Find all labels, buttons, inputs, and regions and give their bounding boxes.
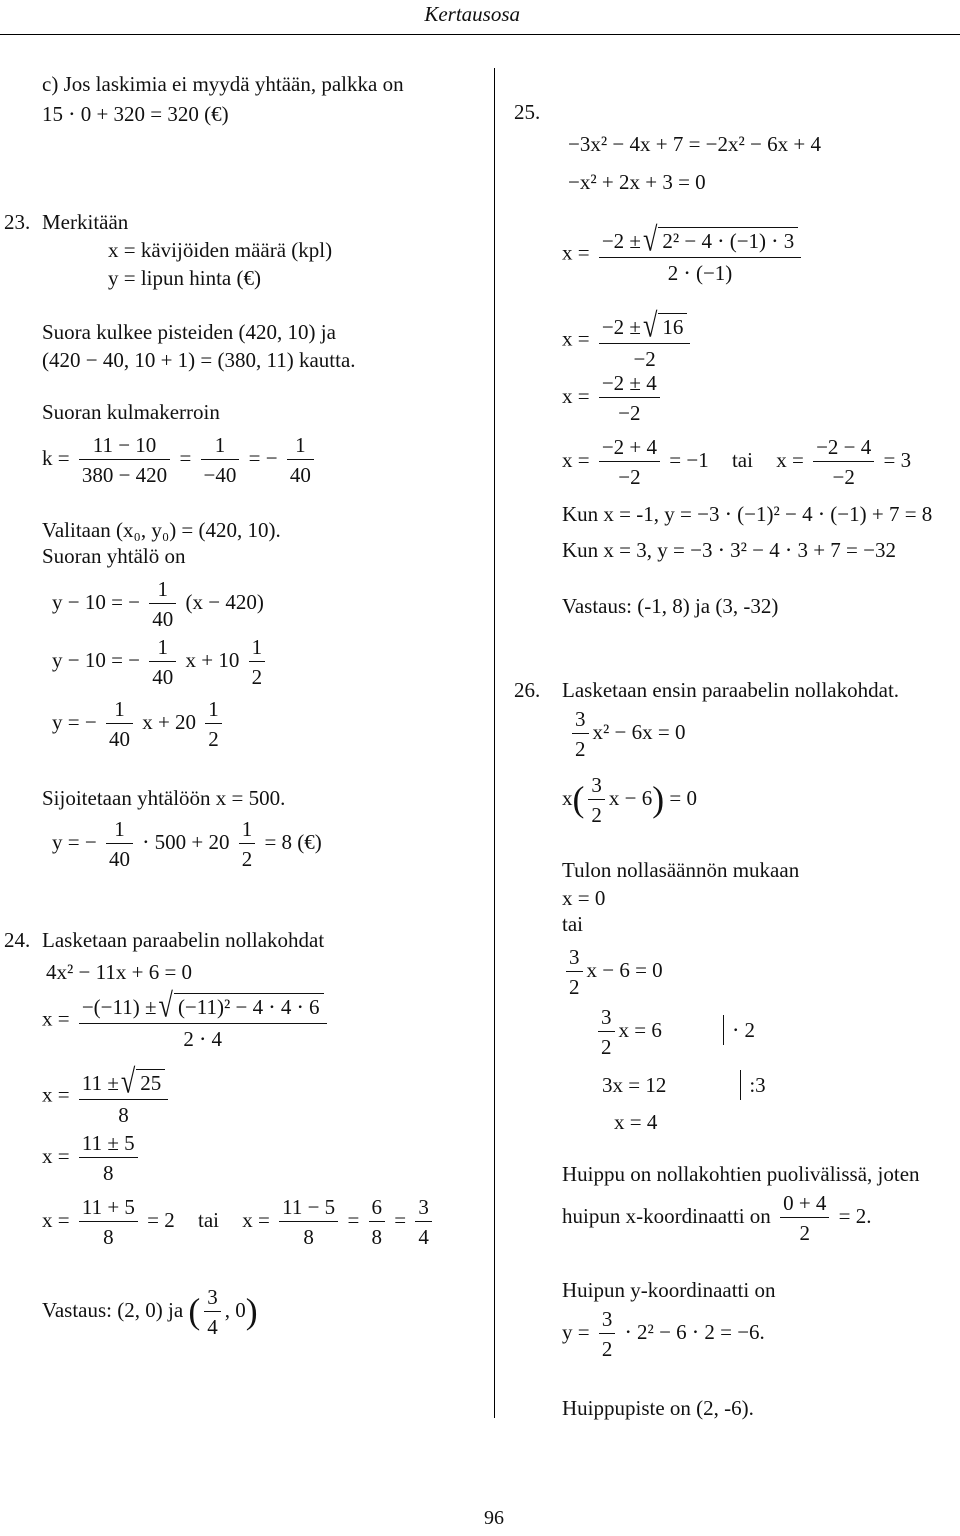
p25-kun2: Kun x = 3, y = −3 ⋅ 3² − 4 ⋅ 3 + 7 = −32 <box>562 538 896 562</box>
p23-slope-title: Suoran kulmakerroin <box>42 400 220 424</box>
p26-eq6: x = 4 <box>614 1110 658 1134</box>
p25-quad-2: x = $\frac{-2 \pm√ 16}{-2}$ <box>562 312 694 370</box>
p26-x0: x = 0 <box>562 886 606 910</box>
problem-25-number: 25. <box>514 100 541 124</box>
line-eq-1: y − 10 = − $\frac{1}{40}$ (x − 420) <box>52 577 264 632</box>
p24-quad-2: x = $\frac{11 \pm√ 25}{8}$ <box>42 1068 172 1126</box>
problem-24-number: 24. <box>4 928 31 952</box>
p25-eq1: −3x² − 4x + 7 = −2x² − 6x + 4 <box>568 132 821 156</box>
p25-eq2: −x² + 2x + 3 = 0 <box>568 170 706 194</box>
p24-quad-3: x = $\frac{11 \pm 5}{8}$ <box>42 1132 142 1184</box>
slope-fraction-1: $\frac{11 - 10}{380 - 420}$ <box>79 434 170 486</box>
p26-eq1: $\frac{3}{2}$ x² − 6x = 0 <box>568 708 685 760</box>
p26-eq4: $\frac{3}{2}$ x = 6 ⋅ 2 <box>594 1006 755 1058</box>
page-header <box>0 0 960 36</box>
subst-eq: y = − $\frac{1}{40}$ ⋅ 500 + 20 $\frac{1}{2}$ = 8 (€) <box>52 817 322 872</box>
line-eq-2: y − 10 = − $\frac{1}{40}$ x + 10 $\frac{1}{2}$ <box>52 636 269 688</box>
slope-fraction-3: $\frac{1}{40}$ <box>287 434 314 486</box>
p24-eq: 4x² − 11x + 6 = 0 <box>46 960 193 984</box>
p26-rule: Tulon nollasäännön mukaan <box>562 858 800 882</box>
p26-ycoord: Huipun y-koordinaatti on <box>562 1278 776 1302</box>
p26-vertex1: Huippu on nollakohtien puolivälissä, joten <box>562 1162 920 1186</box>
k-lhs: k = <box>42 445 70 470</box>
p26-eq2: x( $\frac{3}{2}$ x − 6) = 0 <box>562 773 697 828</box>
p24-roots: x = $\frac{11 + 5}{8}$ = 2 tai x = $\frac{11 - 5}{8}$ = $\frac{6}{8}$ = $\frac{3}{4}$ <box>42 1196 436 1248</box>
problem-26-number: 26. <box>514 678 541 702</box>
p23-def-y: y = lipun hinta (€) <box>108 266 261 290</box>
p26-apex: Huippupiste on (2, -6). <box>562 1396 754 1420</box>
column-divider <box>494 68 495 1418</box>
slope-equation: k = $\frac{11 - 10}{380 - 420}$ = $\frac{1}{-40}$ = − $\frac{1}{40}$ <box>42 434 318 486</box>
p26-eq3: $\frac{3}{2}$ x − 6 = 0 <box>562 946 663 998</box>
p25-quad-1: x = $\frac{\text{−2 ±√ 2² − 4 ⋅ (−1) ⋅ 3}}{2 \cdot (-1)}$ <box>562 226 805 284</box>
p24-intro: Lasketaan paraabelin nollakohdat <box>42 928 325 952</box>
header-rule <box>0 34 960 35</box>
problem-23-number: 23. <box>4 210 31 234</box>
p26-y-eq: y = $\frac{3}{2}$ ⋅ 2² − 6 ⋅ 2 = −6. <box>562 1307 765 1362</box>
p23-subst: Sijoitetaan yhtälöön x = 500. <box>42 786 286 810</box>
p24-quad-1: x = $\frac{\text{−(−11) ±√ (−11)² − 4 ⋅ 4 ⋅ 6}}{2 \cdot 4}$ <box>42 992 331 1050</box>
header-title: Kertausosa <box>424 2 520 26</box>
p26-eq5: 3x = 12 :3 <box>602 1070 766 1100</box>
p26-vertex2: huipun x-koordinaatti on $\frac{0 + 4}{2}$ = 2. <box>562 1191 872 1246</box>
p23-points1: Suora kulkee pisteiden (420, 10) ja <box>42 320 336 344</box>
p23-choose: Valitaan (x₀, y₀) = (420, 10). <box>42 518 281 542</box>
p23-def-x: x = kävijöiden määrä (kpl) <box>108 238 333 262</box>
p23-points2: (420 − 40, 10 + 1) = (380, 11) kautta. <box>42 348 356 372</box>
p24-answer: Vastaus: (2, 0) ja ( $\frac{3}{4}$ , 0) <box>42 1285 258 1340</box>
p25-kun1: Kun x = -1, y = −3 ⋅ (−1)² − 4 ⋅ (−1) + 7 = 8 <box>562 502 933 526</box>
c-line2: 15 ⋅ 0 + 320 = 320 (€) <box>42 102 229 126</box>
p26-intro: Lasketaan ensin paraabelin nollakohdat. <box>562 678 900 702</box>
p23-eq-title: Suoran yhtälö on <box>42 544 186 568</box>
line-eq-3: y = − $\frac{1}{40}$ x + 20 $\frac{1}{2}$ <box>52 698 226 750</box>
p26-tai: tai <box>562 912 583 936</box>
slope-fraction-2: $\frac{1}{-40}$ <box>201 434 240 486</box>
p25-roots: x = $\frac{-2 + 4}{-2}$ = −1 tai x = $\frac{-2 - 4}{-2}$ = 3 <box>562 435 912 490</box>
page-number: 96 <box>484 1507 504 1529</box>
p25-answer: Vastaus: (-1, 8) ja (3, -32) <box>562 594 779 618</box>
c-line1: c) Jos laskimia ei myydä yhtään, palkka on <box>42 72 404 96</box>
p25-quad-3: x = $\frac{-2 \pm 4}{-2}$ <box>562 372 664 424</box>
p23-intro: Merkitään <box>42 210 129 234</box>
